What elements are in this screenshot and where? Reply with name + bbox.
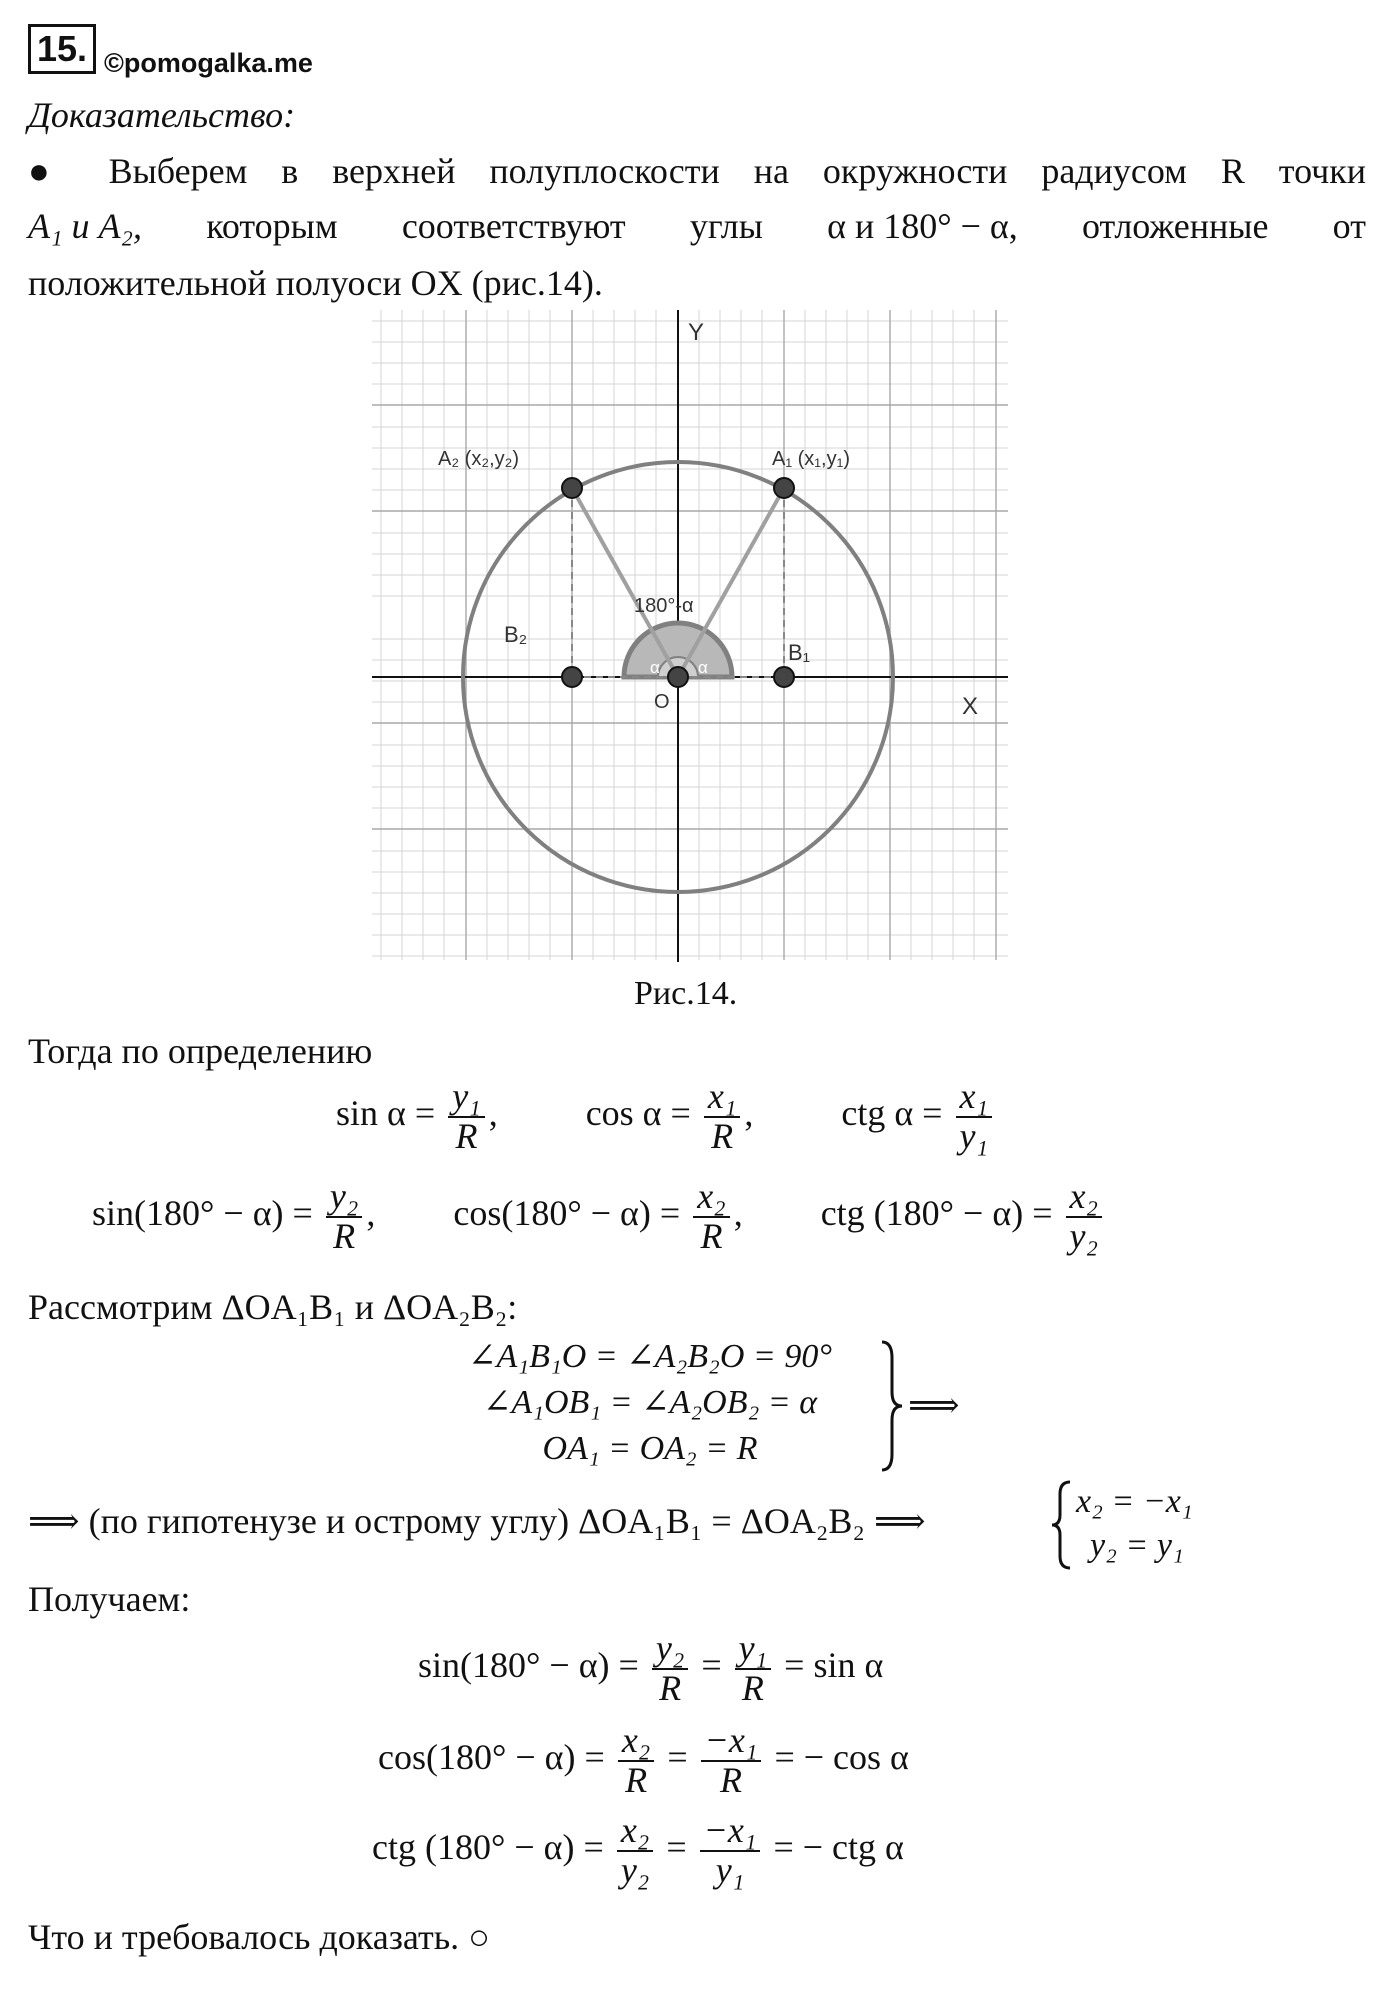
right-brace xyxy=(878,1340,904,1472)
figure-unit-circle xyxy=(372,310,1022,970)
r3-eq: = xyxy=(666,1827,687,1868)
ctg-a-den: y₁ xyxy=(959,1115,988,1156)
proof-label: Доказательство: xyxy=(28,95,296,135)
para1-line2-b: которым xyxy=(206,206,338,246)
consider-text: Рассмотрим ΔOA₁B₁ и ΔOA₂B₂: xyxy=(28,1287,518,1327)
para1-line2-c: соответствуют xyxy=(401,206,626,246)
cos-a-den: R xyxy=(711,1115,734,1156)
r1-rhs: = sin α xyxy=(784,1645,884,1686)
r2-frac-1 xyxy=(618,1722,655,1800)
r3-rhs: = − ctg α xyxy=(773,1827,904,1868)
system-1-line-3: OA₁ = OA₂ = R xyxy=(542,1430,758,1467)
segment-oa1 xyxy=(678,488,784,677)
result-row-3 xyxy=(372,1812,904,1890)
a1-label: A₁ (x₁,y₁) xyxy=(772,448,851,470)
r3-f1-num: x₂ xyxy=(617,1812,654,1852)
r2-eq: = xyxy=(667,1737,688,1778)
system-2-line-1: x₂ = −x₁ xyxy=(1076,1483,1193,1520)
system-1 xyxy=(420,1334,880,1472)
sin-b-lhs: sin(180° − α) = xyxy=(92,1193,313,1234)
ctg-b-lhs: ctg (180° − α) = xyxy=(820,1193,1053,1234)
r2-f1-den: R xyxy=(625,1759,648,1800)
ctg-b-frac xyxy=(1066,1178,1103,1256)
r3-lhs: ctg (180° − α) = xyxy=(372,1827,604,1868)
ctg-b-num: x₂ xyxy=(1066,1178,1103,1218)
system-1-line-2: ∠A₁OB₁ = ∠A₂OB₂ = α xyxy=(482,1384,818,1421)
figure-caption: Рис.14. xyxy=(634,975,738,1012)
cos-a-num: x₁ xyxy=(704,1078,741,1118)
ctg-b-den: y₂ xyxy=(1069,1215,1099,1256)
point-a1 xyxy=(774,478,794,498)
implies-arrow: ⟹ xyxy=(908,1385,960,1425)
r1-f2-den: R xyxy=(741,1667,764,1708)
cos-b-lhs: cos(180° − α) = xyxy=(453,1193,681,1234)
get-text: Получаем: xyxy=(28,1579,191,1619)
r3-f2-num: −x₁ xyxy=(700,1812,761,1852)
end-text: Что и требовалось доказать. ○ xyxy=(28,1917,490,1957)
sin-b-den: R xyxy=(333,1215,356,1256)
problem-number: 15. xyxy=(28,24,96,74)
para1-line2 xyxy=(28,205,1366,247)
r2-frac-2 xyxy=(701,1722,762,1800)
para1-line3: положительной полуоси OX (рис.14). xyxy=(28,263,603,303)
angle-small-label-right: α xyxy=(698,658,708,677)
cos-a-frac xyxy=(704,1078,741,1156)
sin-a-num: y₁ xyxy=(448,1078,485,1118)
segment-oa2 xyxy=(572,488,678,677)
para1-line2-g: от xyxy=(1332,206,1366,246)
r1-f1-den: R xyxy=(659,1667,682,1708)
conclusion-text: ⟹ (по гипотенузе и острому углу) ΔOA₁B₁ = ΔOA₂B₂ ⟹ xyxy=(28,1501,926,1541)
point-b1 xyxy=(774,667,794,687)
r1-frac-2 xyxy=(735,1630,772,1708)
sin-a-den: R xyxy=(455,1115,478,1156)
system-2-line-2: y₂ = y₁ xyxy=(1090,1527,1184,1564)
formula-row-1: sin α = $\frac{\text{y₁}}{R}$ , cos α = $\frac{\text{x₁}}{R}$ , ctg α = $\frac{\text{x₁}}{\text{y₁}}$ xyxy=(336,1078,996,1156)
sin-a-lhs: sin α = xyxy=(336,1093,436,1134)
r3-frac-2 xyxy=(700,1812,761,1890)
sin-a-frac xyxy=(448,1078,485,1156)
origin-label: O xyxy=(654,691,670,713)
site-watermark: ©pomogalka.me xyxy=(104,48,313,78)
para1-line2-d: углы xyxy=(689,206,763,246)
left-brace xyxy=(1050,1480,1074,1570)
ctg-a-num: x₁ xyxy=(956,1078,993,1118)
r2-f2-num: −x₁ xyxy=(701,1722,762,1762)
angle-small-label-left: α xyxy=(650,658,660,677)
ctg-a-frac xyxy=(956,1078,993,1156)
cos-a-lhs: cos α = xyxy=(585,1093,691,1134)
r1-f1-num: y₂ xyxy=(652,1630,689,1670)
sin-b-frac xyxy=(326,1178,363,1256)
then-text: Тогда по определению xyxy=(28,1031,373,1071)
a2-label: A₂ (x₂,y₂) xyxy=(438,448,520,470)
r2-f2-den: R xyxy=(720,1759,743,1800)
para1-line2-e: α и 180° − α, xyxy=(827,206,1018,246)
r3-frac-1 xyxy=(617,1812,654,1890)
point-b2 xyxy=(562,667,582,687)
r1-f2-num: y₁ xyxy=(735,1630,772,1670)
b2-label: B₂ xyxy=(504,622,528,647)
r2-rhs: = − cos α xyxy=(774,1737,909,1778)
r2-f1-num: x₂ xyxy=(618,1722,655,1762)
result-row-1 xyxy=(418,1630,883,1708)
result-row-2 xyxy=(378,1722,909,1800)
angle-big-label: 180°-α xyxy=(634,595,694,617)
para1-line1: ● Выберем в верхней полуплоскости на окружности радиусом R точки xyxy=(28,151,1366,191)
r1-eq: = xyxy=(701,1645,722,1686)
ctg-a-lhs: ctg α = xyxy=(841,1093,943,1134)
para1-line2-f: отложенные xyxy=(1081,206,1269,246)
sin-b-num: y₂ xyxy=(326,1178,363,1218)
axis-y-label: Y xyxy=(688,319,705,346)
cos-b-num: x₂ xyxy=(693,1178,730,1218)
axis-x-label: X xyxy=(962,693,979,720)
r3-f2-den: y₁ xyxy=(715,1849,745,1890)
point-a2 xyxy=(562,478,582,498)
r2-lhs: cos(180° − α) = xyxy=(378,1737,605,1778)
r3-f1-den: y₂ xyxy=(620,1849,650,1890)
cos-b-frac xyxy=(693,1178,730,1256)
system-2 xyxy=(1076,1480,1193,1568)
formula-row-2: sin(180° − α) = $\frac{\text{y₂}}{R}$ , cos(180° − α) = $\frac{\text{x₂}}{R}$ , ctg (180° − α) = $\frac{\text{x₂}}{\text{y₂}}$ xyxy=(92,1178,1106,1256)
r1-frac-1 xyxy=(652,1630,689,1708)
b1-label: B₁ xyxy=(788,640,811,665)
para1-line2-a: A₁ и A₂, xyxy=(28,206,143,246)
system-1-line-1: ∠A₁B₁O = ∠A₂B₂O = 90° xyxy=(468,1338,832,1375)
r1-lhs: sin(180° − α) = xyxy=(418,1645,639,1686)
cos-b-den: R xyxy=(700,1215,723,1256)
point-o xyxy=(668,667,688,687)
